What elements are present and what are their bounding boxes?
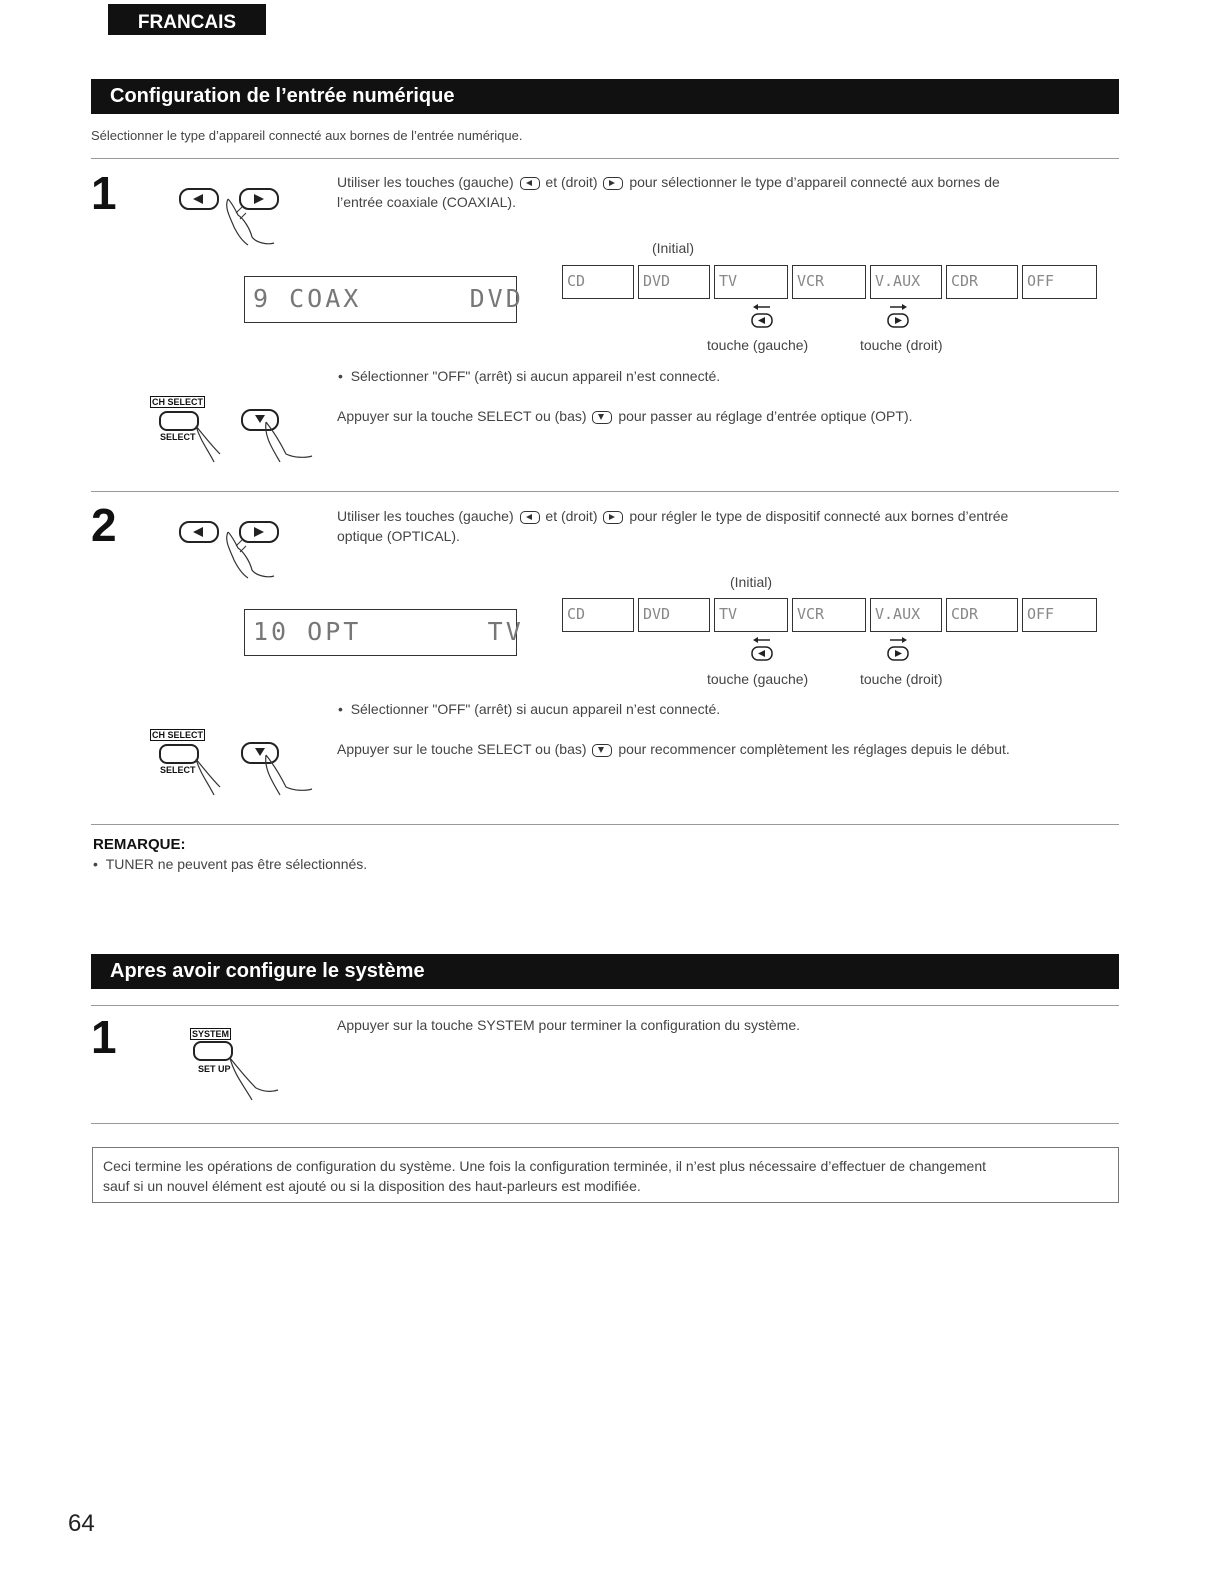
section-title-after-setup: Apres avoir configure le système: [91, 954, 1119, 989]
touche-droit-label: touche (droit): [860, 337, 943, 353]
right-key-icon: [603, 511, 623, 524]
right-key-icon: [603, 177, 623, 190]
system-hand-icon: [190, 1028, 290, 1103]
down-key-icon: [592, 411, 612, 424]
remarque-text: • TUNER ne peuvent pas être sélectionnés.: [93, 856, 368, 872]
system-label: SYSTEM: [192, 1029, 230, 1039]
page-number: 64: [68, 1510, 95, 1537]
section-intro: Sélectionner le type d’appareil connecté aux bornes de l’entrée numérique.: [91, 128, 523, 143]
option-off: OFF: [1022, 598, 1097, 632]
select-instruction: Appuyer sur la touche SELECT ou (bas) pour passer au réglage d’entrée optique (OPT).: [337, 408, 913, 424]
completion-note: Ceci termine les opérations de configuration du système. Une fois la configuration terminée, il n’est plus nécessaire d’effectuer de changement sauf si un nouvel élément est ajouté ou si la disposition des haut-parleurs est modifiée.: [92, 1147, 1119, 1203]
option-cdr: CDR: [946, 265, 1018, 299]
step1-instruction: Utiliser les touches (gauche) et (droit) pour sélectionner le type d’appareil connecté aux bornes de l’entrée coaxiale (COAXIAL).: [337, 174, 1000, 210]
option-off: OFF: [1022, 265, 1097, 299]
option-strip: [562, 598, 1097, 632]
step-number: 2: [91, 499, 117, 551]
initial-label: (Initial): [652, 240, 695, 256]
ch-select-label: CH SELECT: [152, 730, 204, 740]
option-vaux: V.AUX: [870, 265, 942, 299]
select-instruction: Appuyer sur le touche SELECT ou (bas) pour recommencer complètement les réglages depuis le début.: [337, 741, 1010, 757]
left-key-icon: [520, 177, 540, 190]
select-keys-illustration: [150, 396, 320, 466]
option-cdr: CDR: [946, 598, 1018, 632]
option-cd: CD: [562, 598, 634, 632]
option-dvd: DVD: [638, 265, 710, 299]
section-title-digital-input: Configuration de l’entrée numérique: [91, 79, 1119, 114]
right-arrow-key-icon: [884, 635, 914, 665]
system-key-illustration: [190, 1028, 290, 1103]
bullet-note: • Sélectionner "OFF" (arrêt) si aucun appareil n’est connecté.: [338, 368, 721, 384]
left-key-icon: [520, 511, 540, 524]
select-hand-icon: [150, 729, 320, 799]
option-vaux: V.AUX: [870, 598, 942, 632]
select-hand-icon: [150, 396, 320, 466]
divider: [91, 1123, 1119, 1124]
language-tab: FRANCAIS: [108, 4, 266, 35]
down-key-icon: [592, 744, 612, 757]
remarque-title: REMARQUE:: [93, 836, 186, 853]
option-tv: TV: [714, 598, 788, 632]
lcd-display: 10 OPT TV: [244, 609, 517, 656]
left-arrow-key-icon: [748, 635, 778, 665]
left-right-keys-icon: [178, 518, 288, 580]
option-strip: [562, 265, 1097, 299]
setup-label: SET UP: [198, 1064, 231, 1074]
step-number: 1: [91, 1011, 117, 1063]
left-arrow-key-icon: [748, 302, 778, 332]
option-cd: CD: [562, 265, 634, 299]
select-label: SELECT: [160, 432, 196, 442]
initial-label: (Initial): [730, 574, 773, 590]
select-keys-illustration: [150, 729, 320, 799]
divider: [91, 158, 1119, 159]
option-vcr: VCR: [792, 265, 866, 299]
lcd-display: 9 COAX DVD: [244, 276, 517, 323]
option-tv: TV: [714, 265, 788, 299]
step2-instruction: Utiliser les touches (gauche) et (droit) pour régler le type de dispositif connecté aux bornes d’entrée optique (OPTICAL).: [337, 508, 1009, 544]
system-instruction: Appuyer sur la touche SYSTEM pour terminer la configuration du système.: [337, 1017, 800, 1033]
ch-select-label: CH SELECT: [152, 397, 204, 407]
divider: [91, 1005, 1119, 1006]
step-number: 1: [91, 167, 117, 219]
select-label: SELECT: [160, 765, 196, 775]
touche-droit-label: touche (droit): [860, 671, 943, 687]
touche-gauche-label: touche (gauche): [707, 671, 809, 687]
option-dvd: DVD: [638, 598, 710, 632]
right-arrow-key-icon: [884, 302, 914, 332]
divider: [91, 824, 1119, 825]
bullet-note: • Sélectionner "OFF" (arrêt) si aucun appareil n’est connecté.: [338, 701, 721, 717]
option-vcr: VCR: [792, 598, 866, 632]
touche-gauche-label: touche (gauche): [707, 337, 809, 353]
divider: [91, 491, 1119, 492]
left-right-keys-icon: [178, 185, 288, 247]
